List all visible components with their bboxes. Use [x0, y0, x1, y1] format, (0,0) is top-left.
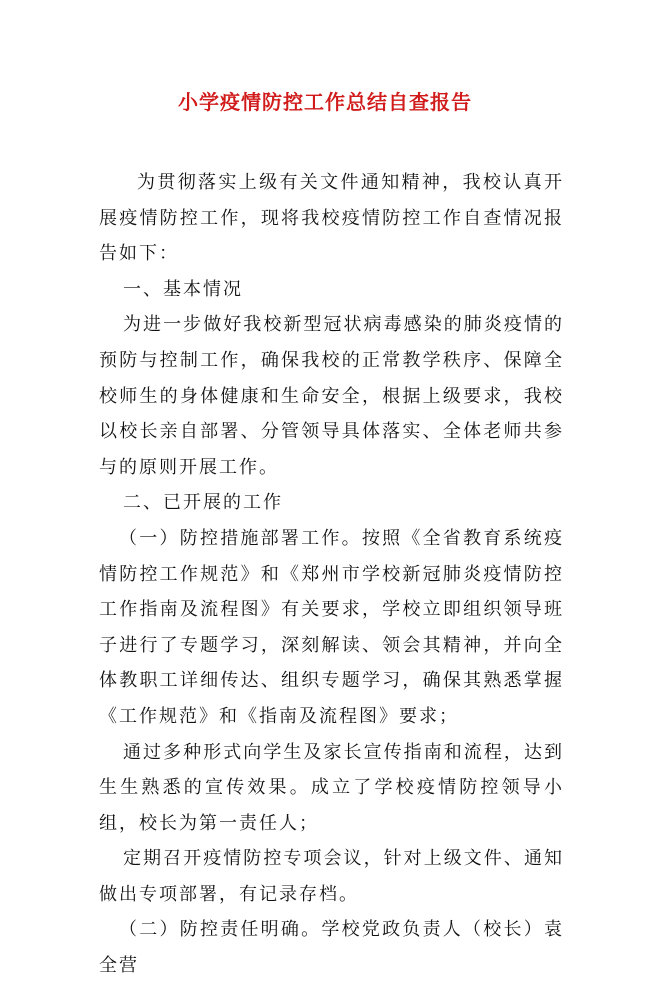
- document-title: 小学疫情防控工作总结自查报告: [178, 90, 472, 114]
- document-body: [99, 165, 564, 984]
- section-heading-basic: 一、基本情况: [123, 278, 243, 300]
- paragraph-meetings: 定期召开疫情防控专项会议，针对上级文件、通知做出专项部署，有记录存档。: [99, 848, 564, 905]
- paragraph-basic-situation: 为进一步做好我校新型冠状病毒感染的肺炎疫情的预防与控制工作，确保我校的正常教学秩序、保障全校师生的身体健康和生命安全，根据上级要求，我校以校长亲自部署、分管领导具体落实、全体老师共参与的原则开展工作。: [99, 314, 564, 478]
- section-heading-work: 二、已开展的工作: [123, 492, 283, 514]
- paragraph-measures: （一）防控措施部署工作。按照《全省教育系统疫情防控工作规范》和《郑州市学校新冠肺炎疫情防控工作指南及流程图》有关要求，学校立即组织领导班子进行了专题学习，深刻解读、领会其精神，并向全体教职工详细传达、组织专题学习，确保其熟悉掌握《工作规范》和《指南及流程图》要求；: [99, 527, 564, 727]
- paragraph-publicity: 通过多种形式向学生及家长宣传指南和流程，达到生生熟悉的宣传效果。成立了学校疫情防控领导小组，校长为第一责任人；: [99, 741, 564, 834]
- paragraph-responsibility: （二）防控责任明确。学校党政负责人（校长）袁全营: [99, 919, 564, 977]
- paragraph-intro: 为贯彻落实上级有关文件通知精神，我校认真开展疫情防控工作，现将我校疫情防控工作自查情况报告如下：: [99, 172, 564, 265]
